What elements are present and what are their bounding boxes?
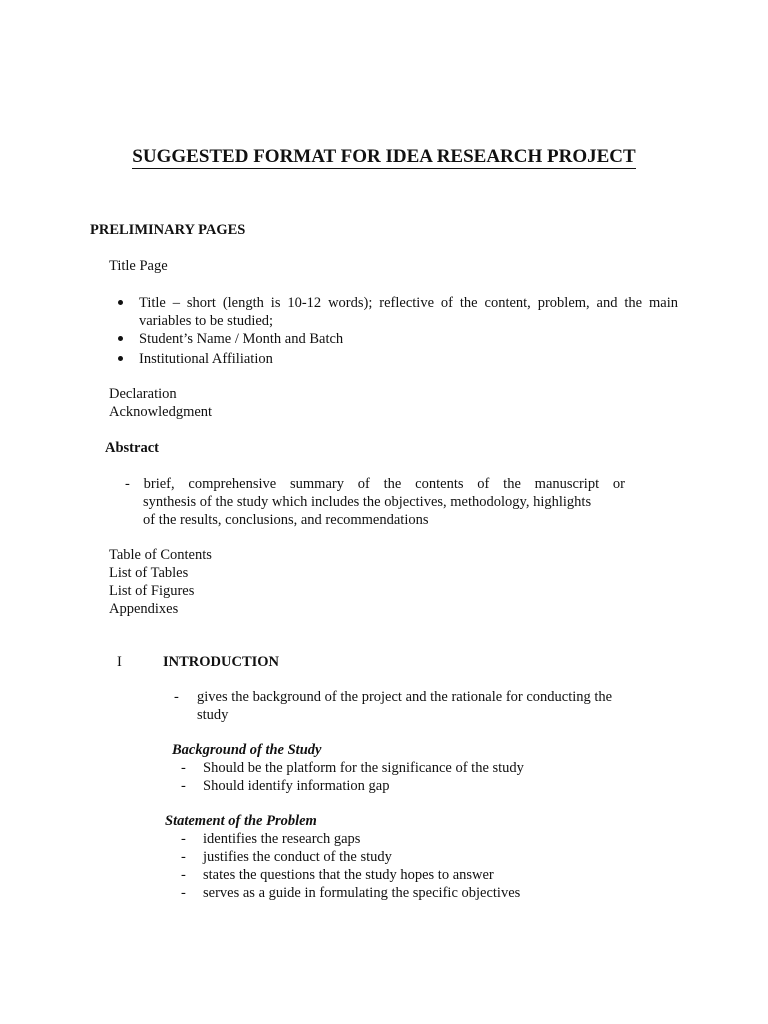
introduction-heading: INTRODUCTION xyxy=(163,654,280,670)
list-item: Appendixes xyxy=(109,601,179,617)
declaration-label: Declaration xyxy=(109,386,177,402)
bullet-title-line2: variables to be studied; xyxy=(139,313,274,329)
bullet-affiliation: Institutional Affiliation xyxy=(139,351,273,367)
list-item: List of Figures xyxy=(109,583,195,599)
intro-dash: - xyxy=(174,689,179,705)
acknowledgment-label: Acknowledgment xyxy=(109,404,213,420)
statement-item: serves as a guide in formulating the specific objectives xyxy=(203,885,521,901)
page-title: SUGGESTED FORMAT FOR IDEA RESEARCH PROJECT xyxy=(132,146,636,167)
abstract-heading: Abstract xyxy=(105,440,159,456)
intro-desc-line1: gives the background of the project and the rationale for conducting the xyxy=(197,689,613,705)
dash: - xyxy=(181,831,186,847)
dash: - xyxy=(181,849,186,865)
list-item: Table of Contents xyxy=(109,547,212,563)
abstract-line-1: - brief, comprehensive summary of the contents of the manuscript or xyxy=(125,476,625,492)
bullet-icon xyxy=(118,356,123,361)
background-item: Should identify information gap xyxy=(203,778,390,794)
dash: - xyxy=(181,867,186,883)
dash: - xyxy=(181,778,186,794)
dash: - xyxy=(181,760,186,776)
background-item: Should be the platform for the significance of the study xyxy=(203,760,524,776)
background-heading: Background of the Study xyxy=(172,742,322,758)
title-page-label: Title Page xyxy=(109,258,168,274)
abstract-line-3: of the results, conclusions, and recommendations xyxy=(143,512,429,528)
bullet-title-line1: Title – short (length is 10-12 words); reflective of the content, problem, and the main xyxy=(139,295,678,311)
statement-item: states the questions that the study hopes to answer xyxy=(203,867,494,883)
bullet-student-name: Student’s Name / Month and Batch xyxy=(139,331,344,347)
list-item: List of Tables xyxy=(109,565,189,581)
bullet-icon xyxy=(118,300,123,305)
preliminary-heading: PRELIMINARY PAGES xyxy=(90,222,246,238)
statement-item: justifies the conduct of the study xyxy=(203,849,392,865)
bullet-icon xyxy=(118,336,123,341)
intro-desc-line2: study xyxy=(197,707,229,723)
abstract-line-2: synthesis of the study which includes the objectives, methodology, highlights xyxy=(143,494,592,510)
dash: - xyxy=(181,885,186,901)
section-numeral: I xyxy=(117,654,122,670)
statement-item: identifies the research gaps xyxy=(203,831,361,847)
statement-heading: Statement of the Problem xyxy=(165,813,317,829)
